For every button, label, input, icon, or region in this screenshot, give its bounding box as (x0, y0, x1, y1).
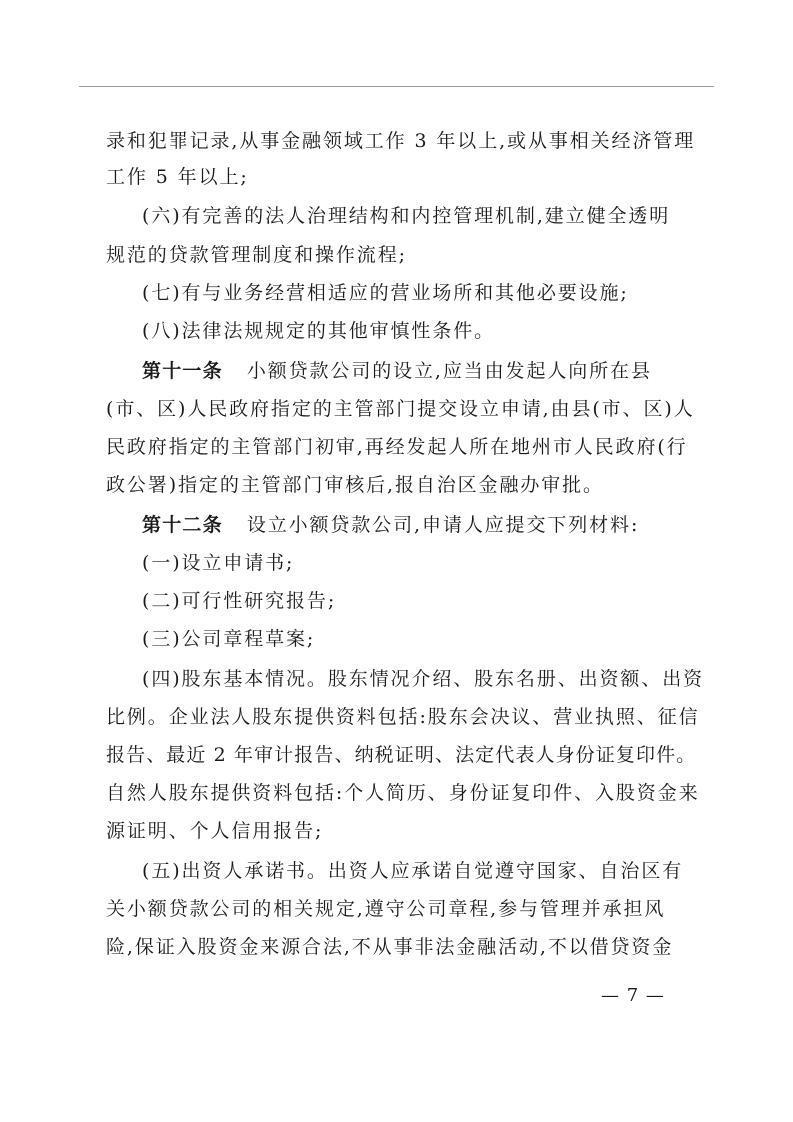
text-line: 比例。企业法人股东提供资料包括:股东会决议、营业执照、征信 (106, 706, 700, 728)
page-number: — 7 — (601, 985, 665, 1006)
article-12-first-line (142, 507, 691, 545)
list-item: (二)可行性研究报告; (142, 590, 337, 612)
text-line: 规范的贷款管理制度和操作流程; (106, 244, 407, 266)
list-item: (五)出资人承诺书。出资人应承诺自觉遵守国家、自治区有 (142, 860, 684, 882)
text-line: 报告、最近 2 年审计报告、纳税证明、法定代表人身份证复印件。 (106, 744, 697, 766)
article-11-label: 第十一条 (142, 360, 223, 382)
text-line: (市、区)人民政府指定的主管部门提交设立申请,由县(市、区)人 (106, 398, 695, 420)
text-line: 关小额贷款公司的相关规定,遵守公司章程,参与管理并承担风 (106, 898, 666, 920)
text-line: 民政府指定的主管部门初审,再经发起人所在地州市人民政府(行 (106, 436, 688, 458)
text-line: 源证明、个人信用报告; (106, 820, 324, 842)
text-line: 工作 5 年以上; (106, 166, 249, 188)
text-line: 险,保证入股资金来源合法,不从事非法金融活动,不以借贷资金 (106, 936, 674, 958)
list-item: (三)公司章程草案; (142, 628, 316, 650)
text-line: 政公署)指定的主管部门审核后,报自治区金融办审批。 (106, 474, 604, 496)
article-12-text: 设立小额贷款公司,申请人应提交下列材料: (246, 514, 640, 536)
header-rule (79, 86, 714, 87)
text-line: (六)有完善的法人治理结构和内控管理机制,建立健全透明 (142, 205, 671, 227)
text-line: 录和犯罪记录,从事金融领域工作 3 年以上,或从事相关经济管理 (106, 130, 696, 152)
text-line: (八)法律法规规定的其他审慎性条件。 (142, 320, 496, 342)
list-item: (一)设立申请书; (142, 552, 295, 574)
document-body (106, 123, 705, 967)
text-line: (七)有与业务经营相适应的营业场所和其他必要设施; (142, 282, 629, 304)
article-11-first-line (142, 353, 691, 391)
article-11-text: 小额贷款公司的设立,应当由发起人向所在县 (246, 360, 652, 382)
list-item: (四)股东基本情况。股东情况介绍、股东名册、出资额、出资 (142, 668, 705, 690)
text-line: 自然人股东提供资料包括:个人简历、身份证复印件、入股资金来 (106, 782, 700, 804)
article-12-label: 第十二条 (142, 514, 223, 536)
